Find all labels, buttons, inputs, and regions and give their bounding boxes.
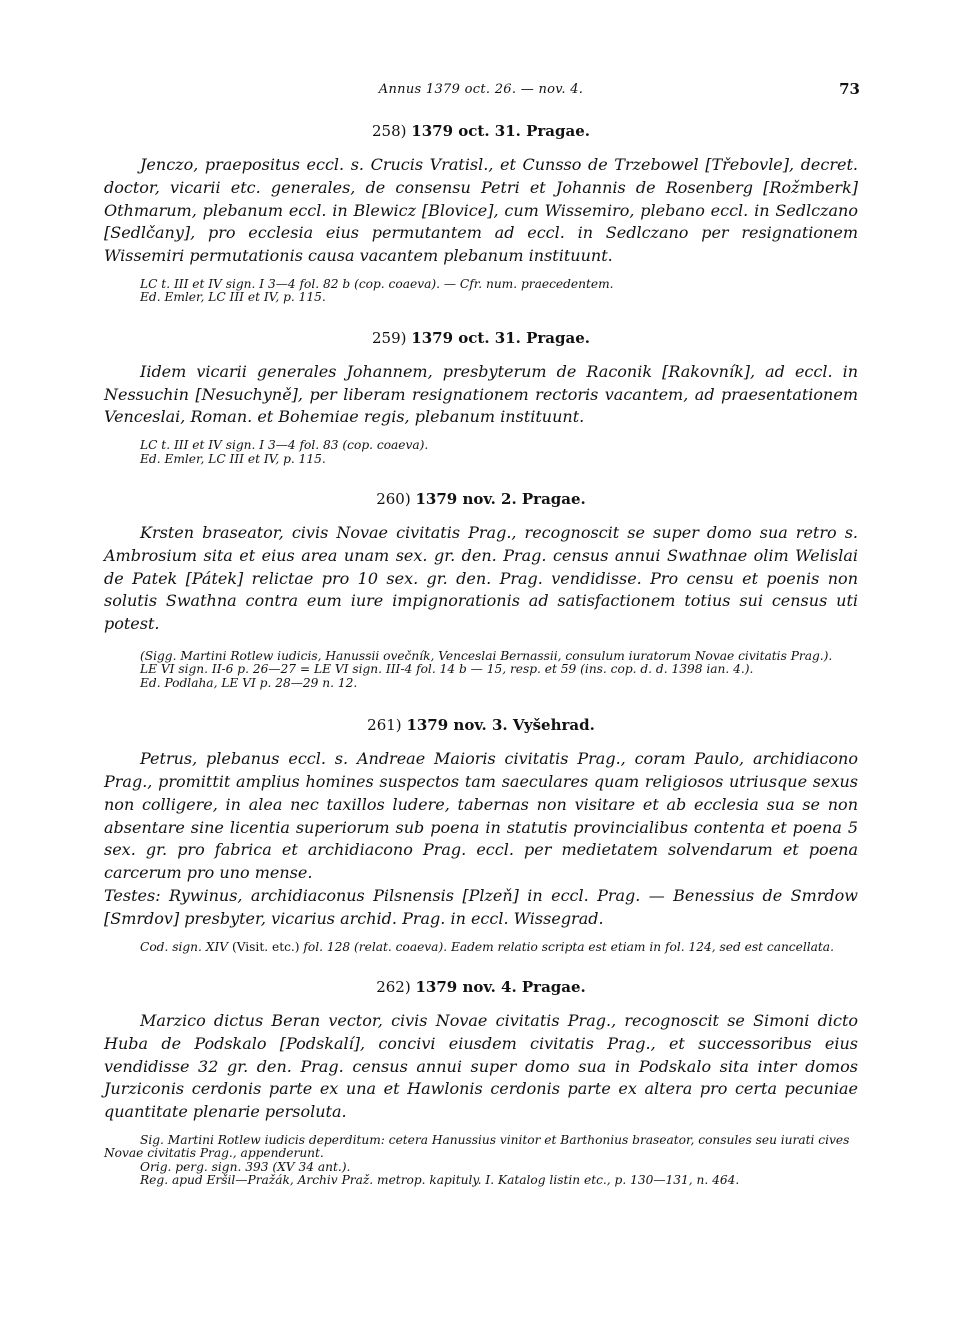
body-paragraph: Krsten braseator, civis Novae civitatis Prag., recognoscit se super domo sua retro s. Ambrosium sita et eius area unam sex. gr. den. Prag. census annui Swathnae olim Welislai de Patek [Pátek] relictae pro 10 sex. gr. den. Prag. vendidisse. Pro censu et poenis non solutis Swathna contra eum iure impignorationis ad satisfactionem totius sui census uti potest. <box>104 523 858 634</box>
entry-261 <box>104 716 858 954</box>
entry-body <box>104 154 858 268</box>
note-line: Sig. Martini Rotlew iudicis deperditum: cetera Hanussius vinitor et Barthonius braseator, consules seu iurati cives Novae civitatis Prag., appenderunt. <box>104 1132 850 1161</box>
entry-body <box>104 361 858 429</box>
note-line: LE VI sign. II-6 p. 26—27 = LE VI sign. III-4 fol. 14 b — 15, resp. et 59 (ins. cop. d. d. 1398 ian. 4.). <box>140 662 754 677</box>
entry-notes <box>104 1134 858 1188</box>
running-head-title: Annus 1379 oct. 26. — nov. 4. <box>378 82 584 97</box>
entry-number: 261) <box>367 716 402 735</box>
note-segment-upright: (Visit. etc.) <box>231 939 300 954</box>
entry-date-place: 1379 oct. 31. Pragae. <box>411 122 590 140</box>
note-segment: fol. 128 (relat. coaeva). Eadem relatio scripta est etiam in fol. 124, sed est cancellata. <box>303 939 834 954</box>
entry-notes <box>104 439 858 466</box>
entry-number: 259) <box>372 328 407 347</box>
entry-body <box>104 522 858 636</box>
body-paragraph: Iidem vicarii generales Johannem, presbyterum de Raconik [Rakovník], ad eccl. in Nessuchin [Nesuchyně], per liberam resignationem rectoris vacantem, ad praesentationem Venceslai, Roman. et Bohemiae regis, plebanum instituunt. <box>104 361 858 427</box>
note-line: LC t. III et IV sign. I 3—4 fol. 82 b (cop. coaeva). — Cfr. num. praecedentem. <box>140 276 614 291</box>
entry-heading <box>104 122 858 140</box>
body-paragraph: Petrus, plebanus eccl. s. Andreae Maioris civitatis Prag., coram Paulo, archidiacono Prag., promittit amplius homines suspectos tam saeculares quam religiosos utriusque sexus non colligere, in alea nec taxillos ludere, tabernas non visitare et ab ecclesia sua se non absentare sine licentia superiorum sub poena in statutis provincialibus contenta et poena 5 sex. gr. pro fabrica et archidiacono Prag. eccl. per medietatem solvendarum et poena carcerum pro uno mense. <box>104 749 858 883</box>
entry-260 <box>104 490 858 690</box>
note-line: Ed. Emler, LC III et IV, p. 115. <box>140 290 326 305</box>
entry-date-place: 1379 nov. 2. Pragae. <box>415 490 586 508</box>
document-page <box>104 78 858 1188</box>
running-head <box>104 78 858 104</box>
note-line <box>104 941 858 954</box>
entry-heading <box>104 978 858 996</box>
note-line: Ed. Emler, LC III et IV, p. 115. <box>140 451 326 466</box>
entry-258 <box>104 122 858 305</box>
entry-notes <box>104 278 858 305</box>
entry-heading <box>104 490 858 508</box>
note-line: Reg. apud Eršil—Pražák, Archiv Praž. metrop. kapituly. I. Katalog listin etc., p. 130—131, n. 464. <box>140 1173 740 1188</box>
entry-notes <box>104 650 858 690</box>
entry-number: 258) <box>372 122 407 140</box>
entry-heading <box>104 329 858 347</box>
note-segment: Cod. sign. XIV <box>140 939 229 954</box>
entry-date-place: 1379 nov. 4. Pragae. <box>415 977 586 996</box>
entry-heading <box>104 716 858 734</box>
body-paragraph: Jenczo, praepositus eccl. s. Crucis Vratisl., et Cunsso de Trzebowel [Třebovle], decret. doctor, vicarii etc. generales, de consensu Petri et Johannis de Rosenberg [Rožmberk] Othmarum, plebanum eccl. in Blewicz [Blovice], cum Wissemiro, plebano eccl. in Sedlczano [Sedlčany], pro ecclesia eius permutantem ad eccl. in Sedlczano per resignationem Wissemiri permutationis causa vacantem plebanum instituunt. <box>104 155 858 266</box>
entry-body <box>104 1010 858 1124</box>
entry-259 <box>104 329 858 466</box>
note-line: (Sigg. Martini Rotlew iudicis, Hanussii ovečník, Venceslai Bernassii, consulum iuratorum Novae civitatis Prag.). <box>140 648 833 663</box>
entry-body <box>104 748 858 930</box>
note-line: Ed. Podlaha, LE VI p. 28—29 n. 12. <box>140 675 358 690</box>
entry-number: 260) <box>376 490 411 508</box>
witnesses-paragraph: Testes: Rywinus, archidiaconus Pilsnensis [Plzeň] in eccl. Prag. — Benessius de Smrdow [Smrdov] presbyter, vicarius archid. Prag. in eccl. Wissegrad. <box>104 885 858 928</box>
entry-262 <box>104 978 858 1188</box>
note-line: Orig. perg. sign. 393 (XV 34 ant.). <box>140 1159 351 1174</box>
entry-number: 262) <box>376 977 411 996</box>
body-paragraph: Marzico dictus Beran vector, civis Novae civitatis Prag., recognoscit se Simoni dicto Huba de Podskalo [Podskalí], concivi eiusdem civitatis Prag., et successoribus eius vendidisse 32 gr. den. Prag. census annui super domo sua in Podskalo sita inter domos Jurziconis cerdonis parte ex una et Hawlonis cerdonis parte ex altera pro certa pecuniae quantitate plenarie persoluta. <box>104 1010 858 1122</box>
note-line: LC t. III et IV sign. I 3—4 fol. 83 (cop. coaeva). <box>140 438 429 453</box>
page-number: 73 <box>839 80 860 98</box>
entry-notes <box>104 941 858 954</box>
entry-date-place: 1379 nov. 3. Vyšehrad. <box>406 716 595 735</box>
entry-date-place: 1379 oct. 31. Pragae. <box>411 328 590 347</box>
